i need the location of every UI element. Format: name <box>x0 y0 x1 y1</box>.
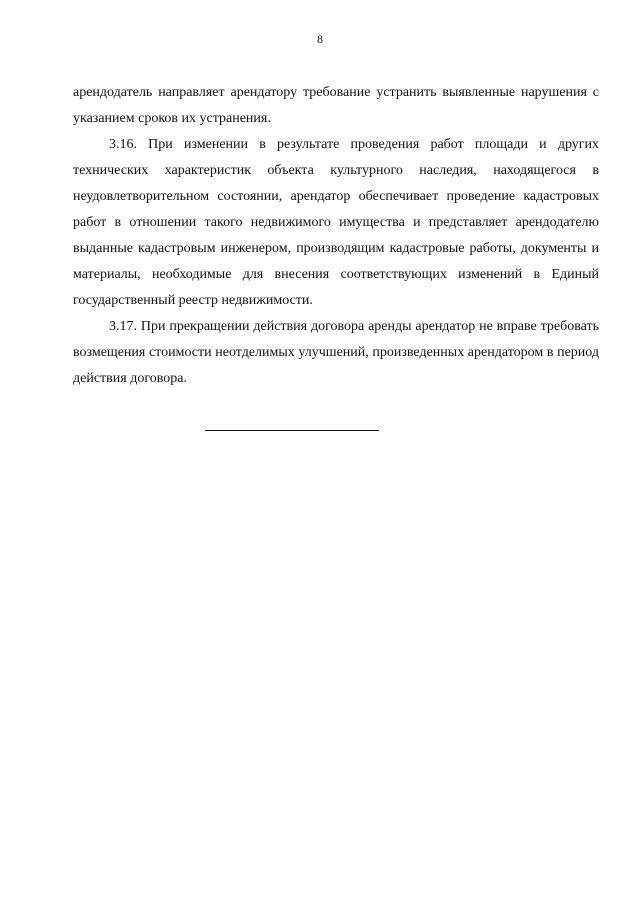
closing-divider <box>205 430 379 431</box>
paragraph-clause-3-16: 3.16. При изменении в результате проведения работ площади и других технических характеристик объекта культурного наследия, находящегося в неудовлетворительном состоянии, арендатор обеспечивает проведение кадастровых работ в отношении такого недвижимого имущества и представляет арендодателю выданные кадастровым инженером, производящим кадастровые работы, документы и материалы, необходимые для внесения соответствующих изменений в Единый государственный реестр недвижимости. <box>73 137 599 308</box>
page-number: 8 <box>317 32 323 46</box>
paragraph-clause-3-17: 3.17. При прекращении действия договора аренды арендатор не вправе требовать возмещения стоимости неотделимых улучшений, произведенных арендатором в период действия договора. <box>73 319 599 386</box>
document-body <box>73 80 599 392</box>
paragraph-continuation: арендодатель направляет арендатору требование устранить выявленные нарушения с указанием сроков их устранения. <box>73 85 599 126</box>
